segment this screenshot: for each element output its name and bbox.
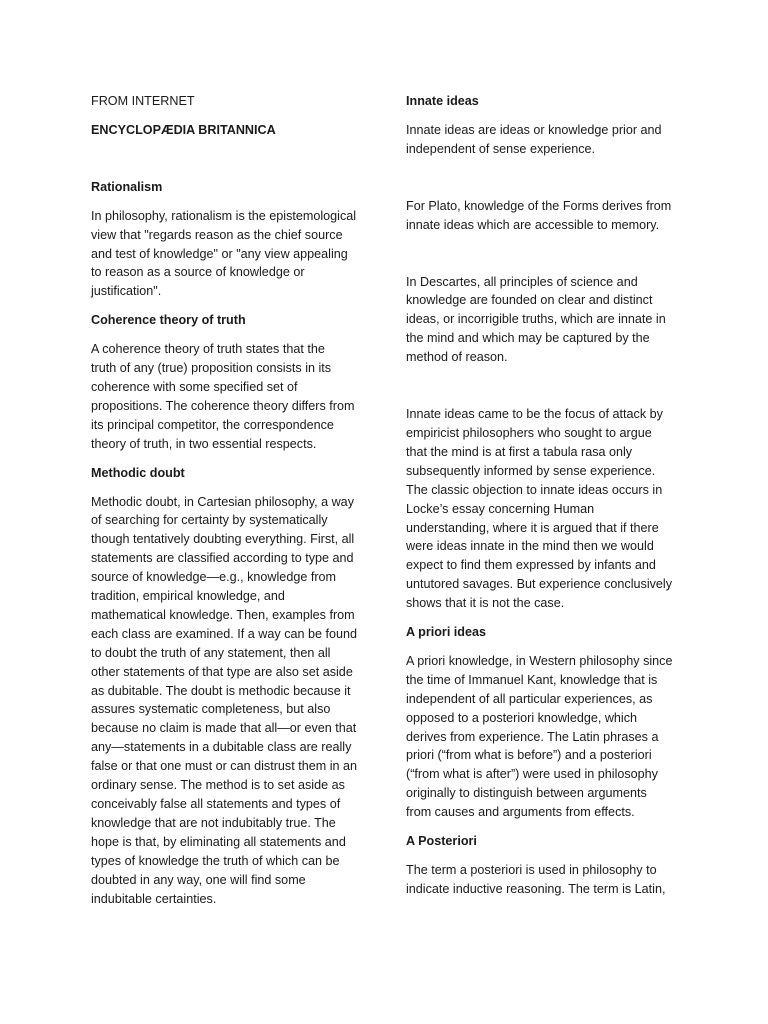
text-line: theory of truth, in two essential respects. [91, 436, 317, 451]
encyclopedia-title: ENCYCLOPÆDIA BRITANNICA [91, 122, 276, 137]
text-line: knowledge that are not indubitably true. The [91, 815, 336, 830]
text-line: as dubitable. The doubt is methodic because it [91, 683, 351, 698]
paragraph-methodic-doubt [91, 493, 369, 909]
text-line: mathematical knowledge. Then, examples from [91, 607, 355, 622]
text-line: originally to distinguish between arguments [406, 786, 647, 801]
text-line: types of knowledge the truth of which can be [91, 853, 340, 868]
text-line: to doubt the truth of any statement, then all [91, 645, 331, 660]
text-line: assures systematic completeness, but also [91, 702, 331, 717]
text-line: A priori knowledge, in Western philosophy since [406, 653, 673, 668]
text-line: priori (“from what is before”) and a posteriori [406, 748, 652, 763]
text-line: because no claim is made that all—or even that [91, 721, 357, 736]
text-line: source of knowledge—e.g., knowledge from [91, 570, 337, 585]
text-line: A coherence theory of truth states that the [91, 342, 325, 357]
paragraph-rationalism [91, 207, 369, 302]
section-heading-a-priori: A priori ideas [406, 625, 487, 640]
text-line: Innate ideas came to be the focus of attack by [406, 407, 663, 422]
text-line: each class are examined. If a way can be found [91, 626, 358, 641]
text-line: indicate inductive reasoning. The term is Latin, [406, 881, 666, 896]
text-line: Locke’s essay concerning Human [406, 501, 595, 516]
text-line: other statements of that type are also set aside [91, 664, 353, 679]
text-line: hope is that, by eliminating all statements and [91, 834, 346, 849]
text-line: innate ideas which are accessible to memory. [406, 217, 660, 232]
paragraph-a-posteriori [406, 861, 692, 899]
text-line: independent of all particular experiences, as [406, 691, 653, 706]
text-line: (“from what is after”) were used in philosophy [406, 767, 658, 782]
text-line: opposed to a posteriori knowledge, which [406, 710, 638, 725]
paragraph-innate-plato [406, 197, 692, 235]
section-heading-a-posteriori: A Posteriori [406, 834, 477, 849]
text-line: statements are classified according to type and [91, 551, 354, 566]
text-line: justification". [91, 284, 162, 299]
text-line: of searching for certainty by systematically [91, 513, 328, 528]
text-line: Methodic doubt, in Cartesian philosophy, a way [91, 494, 354, 509]
text-line: understanding, where it is argued that if there [406, 520, 659, 535]
paragraph-coherence [91, 340, 369, 453]
paragraph-innate-definition [406, 121, 692, 159]
text-line: In Descartes, all principles of science and [406, 274, 638, 289]
text-line: coherence with some specified set of [91, 379, 298, 394]
text-line: indubitable certainties. [91, 891, 217, 906]
text-line: ideas, or incorrigible truths, which are innate in [406, 312, 666, 327]
text-line: truth of any (true) proposition consists in its [91, 361, 332, 376]
text-line: the time of Immanuel Kant, knowledge that is [406, 672, 658, 687]
text-line: method of reason. [406, 350, 508, 365]
text-line: were ideas innate in the mind then we would [406, 539, 654, 554]
text-line: its principal competitor, the correspondence [91, 417, 334, 432]
section-heading-methodic-doubt: Methodic doubt [91, 465, 185, 480]
text-line: and test of knowledge" or "any view appealing [91, 246, 348, 261]
text-line: view that "regards reason as the chief source [91, 227, 343, 242]
text-line: tradition, empirical knowledge, and [91, 589, 285, 604]
text-line: derives from experience. The Latin phrases a [406, 729, 659, 744]
text-line: shows that it is not the case. [406, 596, 565, 611]
text-line: The classic objection to innate ideas occurs in [406, 482, 663, 497]
paragraph-a-priori [406, 652, 692, 822]
paragraph-innate-descartes [406, 273, 692, 368]
text-line: doubted in any way, one will find some [91, 872, 306, 887]
text-line: empiricist philosophers who sought to argue [406, 425, 652, 440]
text-line: the mind and which may be captured by the [406, 331, 650, 346]
text-line: ordinary sense. The method is to set aside as [91, 778, 345, 793]
text-line: Innate ideas are ideas or knowledge prior and [406, 122, 662, 137]
source-label: FROM INTERNET [91, 94, 195, 108]
text-line: For Plato, knowledge of the Forms derives from [406, 198, 672, 213]
text-line: that the mind is at first a tabula rasa only [406, 444, 633, 459]
text-line: In philosophy, rationalism is the epistemological [91, 208, 357, 223]
text-line: knowledge are founded on clear and distinct [406, 293, 653, 308]
text-line: independent of sense experience. [406, 141, 596, 156]
text-line: propositions. The coherence theory differs from [91, 398, 355, 413]
section-heading-coherence: Coherence theory of truth [91, 313, 246, 328]
text-line: expect to find them expressed by infants and [406, 558, 656, 573]
text-line: false or that one must or can distrust them in an [91, 759, 357, 774]
text-line: The term a posteriori is used in philosophy to [406, 863, 657, 877]
text-line: conceivably false all statements and types of [91, 797, 341, 811]
left-column [91, 92, 369, 908]
text-line: subsequently informed by sense experience. [406, 463, 656, 478]
text-line: from causes and arguments from effects. [406, 805, 635, 820]
section-heading-rationalism: Rationalism [91, 179, 163, 194]
right-column [406, 92, 692, 899]
text-line: untutored savages. But experience conclusively [406, 577, 673, 592]
text-line: though tentatively doubting everything. First, all [91, 532, 355, 547]
text-line: to reason as a source of knowledge or [91, 265, 305, 280]
paragraph-innate-empiricist [406, 405, 692, 613]
section-heading-innate-ideas: Innate ideas [406, 94, 479, 108]
text-line: any—statements in a dubitable class are really [91, 740, 352, 755]
